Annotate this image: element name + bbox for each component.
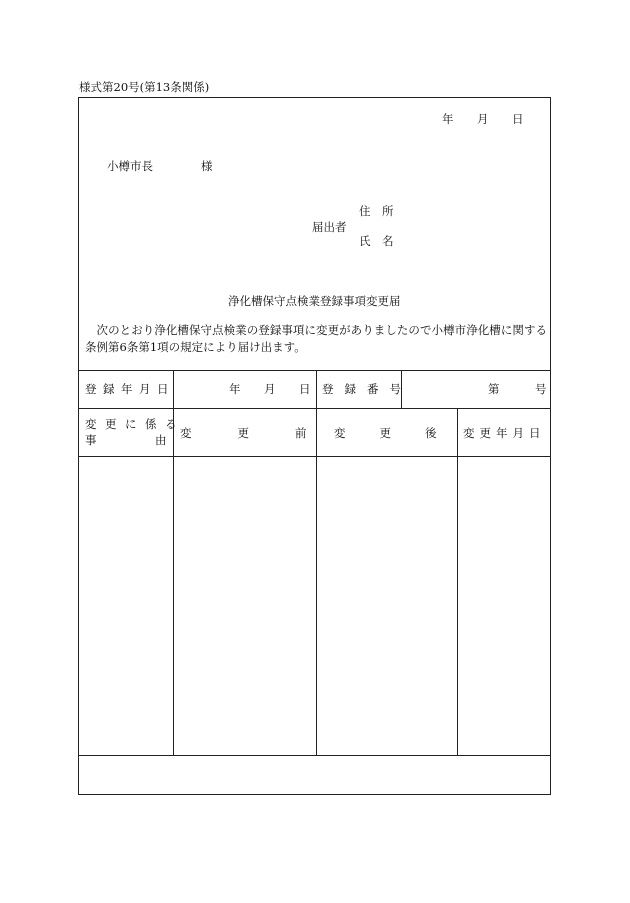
form-title: 浄化槽保守点検業登録事項変更届 [228, 294, 401, 308]
addressee-name: 小樽市長 [107, 159, 153, 173]
date-day: 日 [512, 112, 524, 126]
notifier-address-label: 住 所 [359, 204, 394, 218]
registration-number-suffix: 号 [535, 382, 547, 396]
body-text-content: 次のとおり浄化槽保守点検業の登録事項に変更がありましたので小樽市浄化槽に関する条例第6条第1項の規定により届け出ます。 [85, 323, 547, 354]
registration-date-label: 登録年月日 [85, 382, 175, 396]
table-top-line [78, 370, 551, 371]
changes-divider-3 [457, 408, 458, 755]
change-item-label-line2-last: 由 [155, 433, 167, 447]
reg-divider-2 [316, 370, 317, 408]
notifier-name-label: 氏 名 [359, 234, 394, 248]
registration-number-prefix: 第 [488, 382, 500, 396]
change-after-label: 変更後 [334, 426, 471, 440]
registration-date-day: 日 [299, 382, 311, 396]
changes-body-bottom-line [78, 755, 551, 756]
notifier-label: 届出者 [312, 220, 347, 234]
body-text [85, 322, 547, 356]
change-item-label-line1: 変更に係る [85, 417, 185, 431]
change-before-label: 変更前 [180, 426, 353, 440]
form-number: 様式第20号(第13条関係) [79, 80, 210, 94]
changes-header-bottom-line [78, 456, 551, 457]
changes-divider-2 [316, 408, 317, 755]
registration-date-year: 年 [229, 382, 241, 396]
form-frame [78, 97, 551, 795]
change-date-label: 変更年月日 [463, 426, 546, 440]
addressee-honorific: 様 [201, 159, 213, 173]
date-year: 年 [442, 112, 454, 126]
registration-date-month: 月 [264, 382, 276, 396]
change-item-label-line2-first: 事 [85, 433, 97, 447]
registration-number-label: 登録番号 [322, 382, 412, 396]
date-month: 月 [477, 112, 489, 126]
changes-divider-1 [173, 408, 174, 755]
registration-row-bottom-line [78, 408, 551, 409]
